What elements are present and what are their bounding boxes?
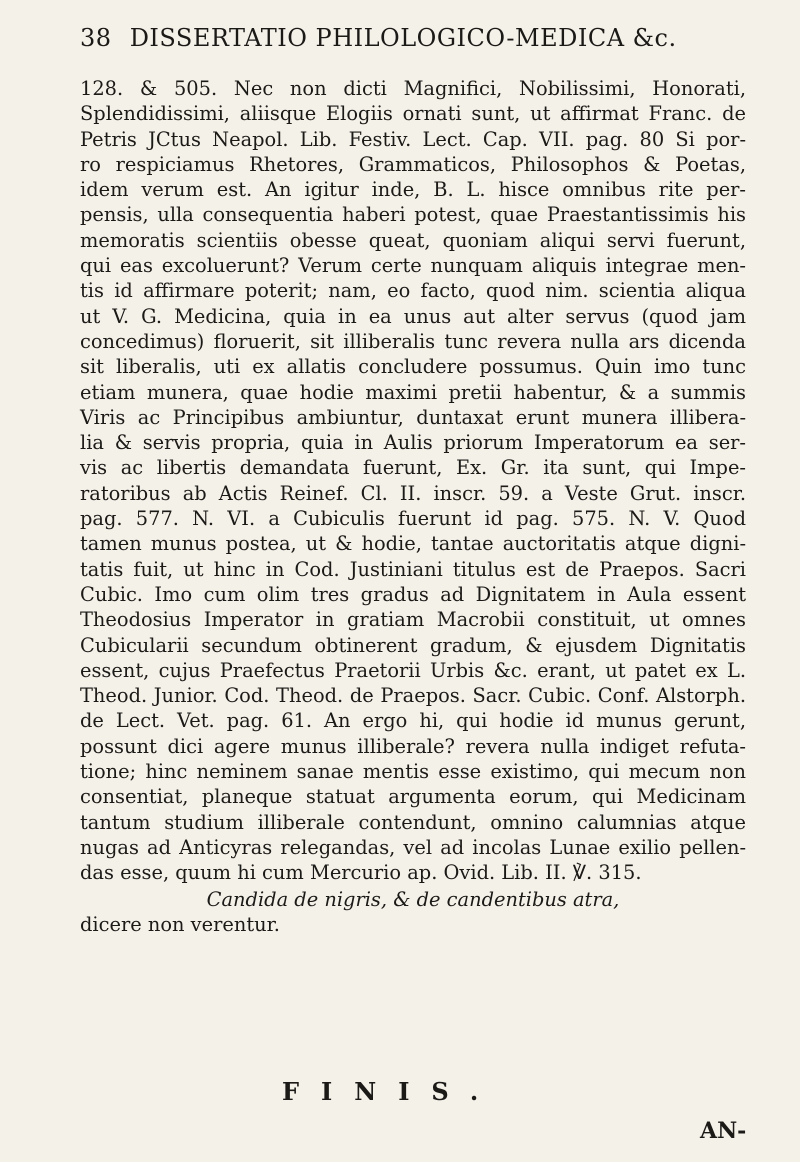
text-line: tis id affirmare poterit; nam, eo facto, quod nim. scientia aliqua — [80, 279, 746, 303]
running-title: DISSERTATIO PHILOLOGICO-MEDICA &c. — [129, 24, 677, 52]
text-line: tamen munus postea, ut & hodie, tantae auctoritatis atque digni- — [80, 532, 746, 556]
text-line: possunt dici agere munus illiberale? revera nulla indiget refuta- — [80, 734, 746, 758]
text-line: ro respiciamus Rhetores, Grammaticos, Philosophos & Poetas, — [80, 152, 746, 176]
text-line: tione; hinc neminem sanae mentis esse existimo, qui mecum non — [80, 760, 746, 784]
text-line: concedimus) floruerit, sit illiberalis tunc revera nulla ars dicenda — [80, 329, 746, 353]
body-text — [80, 76, 746, 886]
text-line: tantum studium illiberale contendunt, omnino calumnias atque — [80, 810, 746, 834]
text-line: das esse, quum hi cum Mercurio ap. Ovid. Lib. II. ℣. 315. — [80, 861, 642, 885]
text-line: qui eas excoluerunt? Verum certe nunquam aliquis integrae men- — [80, 254, 746, 278]
text-line: Theodosius Imperator in gratiam Macrobii constituit, ut omnes — [80, 608, 746, 632]
text-line: Petris JCtus Neapol. Lib. Festiv. Lect. Cap. VII. pag. 80 Si por- — [80, 127, 746, 151]
text-line: de Lect. Vet. pag. 61. An ergo hi, qui hodie id munus gerunt, — [80, 709, 746, 733]
text-line: etiam munera, quae hodie maximi pretii habentur, & a summis — [80, 380, 746, 404]
text-line: 128. & 505. Nec non dicti Magnifici, Nobilissimi, Honorati, — [80, 77, 746, 100]
text-line: tatis fuit, ut hinc in Cod. Justiniani titulus est de Praepos. Sacri — [80, 557, 746, 581]
text-line: pensis, ulla consequentia haberi potest, quae Praestantissimis his — [80, 203, 746, 227]
text-line: sit liberalis, uti ex allatis concludere possumus. Quin imo tunc — [80, 355, 746, 379]
text-line: nugas ad Anticyras relegandas, vel ad incolas Lunae exilio pellen- — [80, 835, 746, 859]
text-line: pag. 577. N. VI. a Cubiculis fuerunt id pag. 575. N. V. Quod — [80, 507, 746, 531]
text-line: ut V. G. Medicina, quia in ea unus aut alter servus (quod jam — [80, 304, 746, 328]
text-line: Cubicularii secundum obtinerent gradum, & ejusdem Dignitatis — [80, 633, 746, 657]
text-line: memoratis scientiis obesse queat, quoniam aliqui servi fuerunt, — [80, 228, 746, 252]
closing-line: dicere non verentur. — [80, 912, 280, 936]
text-line: Theod. Junior. Cod. Theod. de Praepos. Sacr. Cubic. Conf. Alstorph. — [80, 684, 746, 708]
text-line: consentiat, planeque statuat argumenta eorum, qui Medicinam — [80, 785, 746, 809]
catchword: AN- — [700, 1118, 747, 1144]
finis-mark: FINIS. — [282, 1077, 501, 1106]
text-line: vis ac libertis demandata fuerunt, Ex. Gr. ita sunt, qui Impe- — [80, 456, 746, 480]
page-number: 38 — [80, 24, 112, 52]
text-line: Cubic. Imo cum olim tres gradus ad Dignitatem in Aula essent — [80, 582, 746, 606]
text-line: idem verum est. An igitur inde, B. L. hisce omnibus rite per- — [80, 178, 746, 202]
running-head — [80, 24, 740, 52]
text-line: Viris ac Principibus ambiuntur, duntaxat erunt munera illibera- — [80, 405, 746, 429]
text-line: ratoribus ab Actis Reinef. Cl. II. inscr. 59. a Veste Grut. inscr. — [80, 481, 746, 505]
text-line: lia & servis propria, quia in Aulis priorum Imperatorum ea ser- — [80, 431, 746, 455]
quoted-verse: Candida de nigris, & de candentibus atra, — [206, 887, 620, 911]
text-line: Splendidissimi, aliisque Elogiis ornati sunt, ut affirmat Franc. de — [80, 102, 746, 126]
text-line: essent, cujus Praefectus Praetorii Urbis &c. erant, ut patet ex L. — [80, 658, 746, 682]
